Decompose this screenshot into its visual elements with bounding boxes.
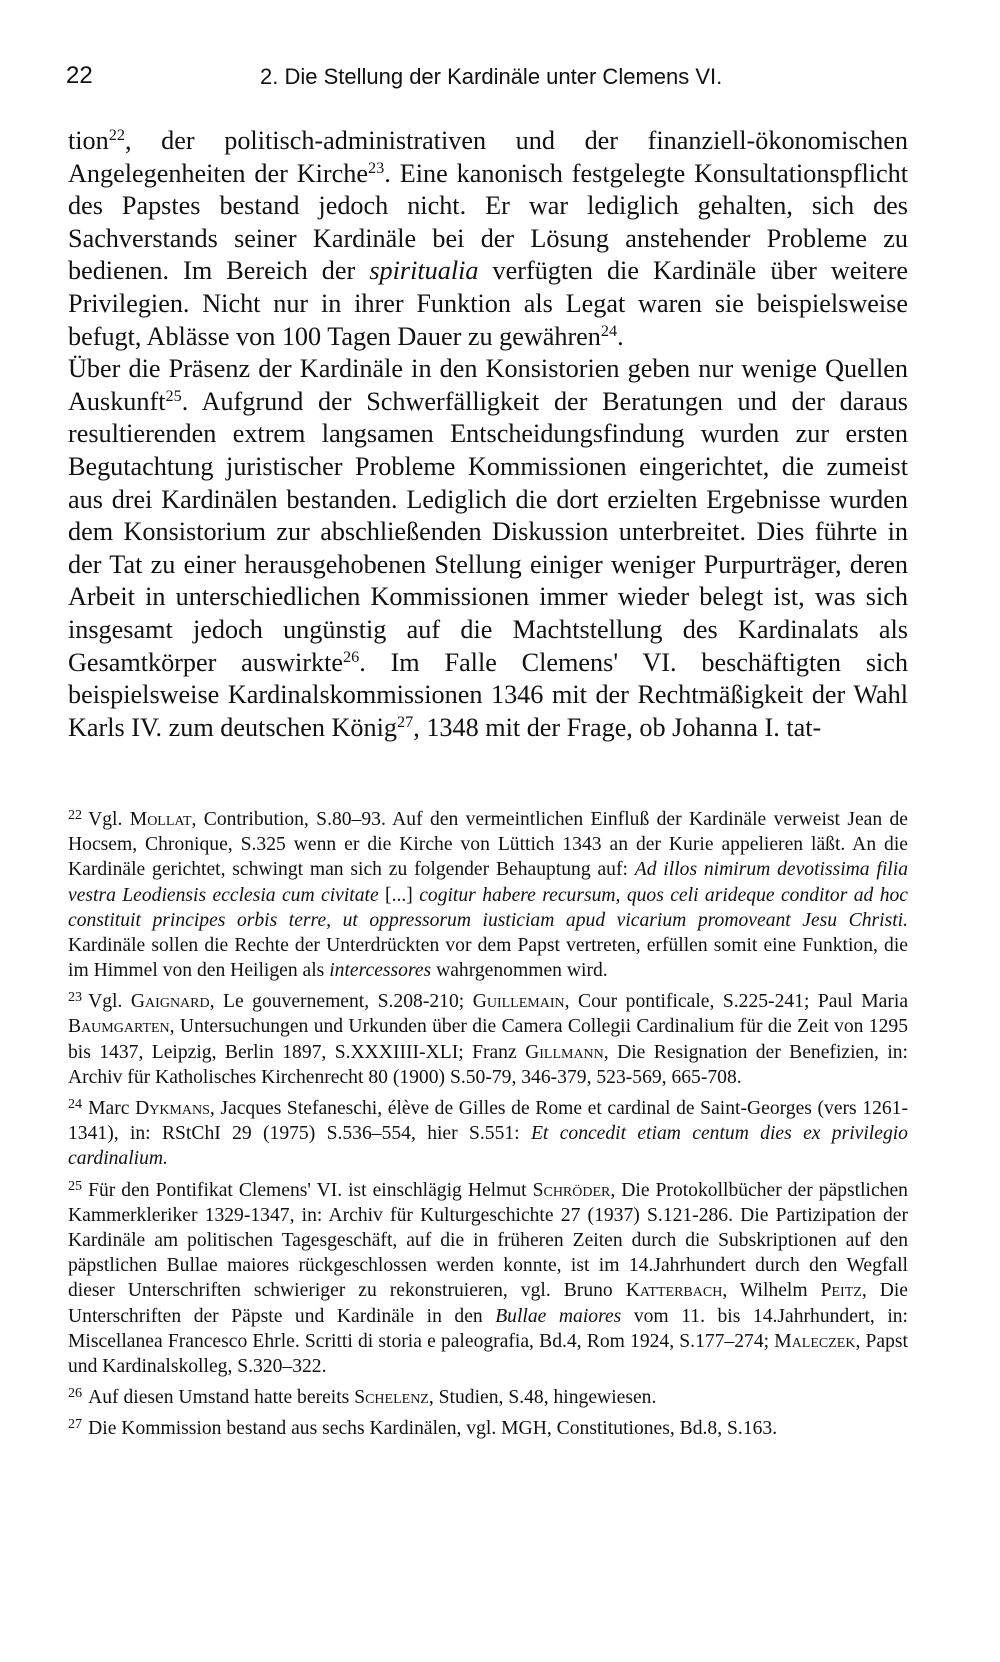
text-run: Auf diesen Umstand hatte bereits	[88, 1387, 355, 1409]
author-name: Peitz	[820, 1280, 862, 1302]
text-run: .	[617, 321, 624, 351]
footnote-ref: 23	[368, 158, 385, 177]
footnote-number: 27	[68, 1416, 83, 1433]
text-run: , Die Protokollbücher der päpstlichen Kammerkleriker 1329-1347, in: Archiv für Kulturgeschichte 27 (1937) S.121-286. Die Partizipation der Kardinäle am politischen Tagesgeschäft, auf die in früheren Zeiten durch die Subskriptionen auf den päpstlichen Bullae maiores rückgeschlossen werden konnte, ist im 14.Jahrhundert durch den Wegfall dieser Unterschriften schwieriger zu rekonstruieren, vgl. Bruno	[68, 1179, 908, 1302]
author-name: Mollat	[129, 808, 192, 830]
text-run: verfügten die Kardinäle über weitere Privilegien. Nicht nur in ihrer Funktion als Legat waren sie beispielsweise befugt, Ablässe von 100 Tagen Dauer zu gewähren	[68, 256, 908, 351]
page-header	[66, 62, 906, 98]
footnote-number: 23	[68, 989, 83, 1006]
text-run: , Jacques Stefaneschi, élève de Gilles de Rome et cardinal de Saint-Georges (vers 1261-1341), in: RStChI 29 (1975) S.536–554, hier S.551:	[68, 1098, 908, 1145]
page-number: 22	[66, 62, 93, 89]
paragraph-2	[68, 353, 908, 744]
italic-term: spiritualia	[369, 256, 479, 286]
text-run: tion	[68, 126, 109, 155]
author-name: Maleczek	[774, 1330, 856, 1352]
footnote-23	[68, 985, 908, 1090]
text-run: . Eine kanonisch festgelegte Konsultationspflicht des Papstes bestand jedoch nicht. Er war lediglich gehalten, sich des Sachverstands seiner Kardinäle bei der Lösung anstehender Probleme zu bedienen. Im Bereich der	[68, 158, 908, 286]
text-run: , Die Unterschriften der Päpste und Kardinäle in den	[68, 1280, 908, 1327]
footnote-22	[68, 803, 908, 983]
text-run: , Untersuchungen und Urkunden über die Camera Collegii Cardinalium für die Zeit von 1295 bis 1437, Leipzig, Berlin 1897, S.XXXIIII-XLI; Franz	[68, 1016, 908, 1063]
italic-term: Bullae maiores	[495, 1305, 622, 1327]
latin-quote: Ad illos nimirum devotissima filia vestra Leodiensis ecclesia cum civitate	[68, 859, 908, 906]
footnote-ref: 22	[108, 126, 125, 145]
footnote-ref: 25	[165, 386, 182, 405]
text-run: Vgl.	[88, 991, 131, 1013]
paragraph-1	[68, 125, 908, 353]
author-name: Dykmans	[135, 1098, 210, 1119]
text-run: , 1348 mit der Frage, ob Johanna I. tat-	[413, 712, 822, 742]
author-name: Guillemain	[472, 991, 565, 1013]
footnote-ref: 26	[342, 647, 360, 666]
author-name: Schelenz	[354, 1387, 429, 1409]
main-text	[68, 125, 908, 744]
footnote-number: 24	[68, 1096, 83, 1113]
latin-quote: Et concedit etiam centum dies ex privilegio cardinalium.	[68, 1123, 908, 1170]
text-run: , Contribution, S.80–93. Auf den vermeintlichen Einfluß der Kardinäle verweist Jean de Hocsem, Chronique, S.325 wenn er die Kirche von Lüttich 1343 an der Kurie appelieren läßt. An die Kardinäle gerichtet, schwingt man sich zu folgender Behauptung auf:	[68, 808, 908, 881]
text-run: Für den Pontifikat Clemens' VI. ist einschlägig Helmut	[88, 1179, 533, 1201]
text-run: wahrgenommen wird.	[431, 960, 608, 982]
footnote-number: 22	[68, 807, 83, 823]
text-run: Vgl.	[88, 808, 130, 830]
footnote-27	[68, 1412, 908, 1441]
text-run: , der politisch-administrativen und der finanziell-ökonomischen Angelegenheiten der Kirche	[68, 126, 908, 188]
text-run: Die Kommission bestand aus sechs Kardinälen, vgl. MGH, Constitutiones, Bd.8, S.163.	[88, 1418, 778, 1440]
author-name: Baumgarten	[68, 1016, 170, 1038]
text-run: vom 11. bis 14.Jahrhundert, in: Miscellanea Francesco Ehrle. Scritti di storia e paleografia, Bd.4, Rom 1924, S.177–274;	[68, 1305, 909, 1352]
text-run: Marc	[88, 1098, 136, 1119]
footnote-number: 25	[68, 1177, 83, 1194]
footnote-number: 26	[68, 1385, 83, 1402]
footnote-25	[68, 1174, 908, 1380]
footnote-26	[68, 1381, 908, 1410]
footnotes	[68, 803, 908, 1443]
author-name: Schröder	[532, 1179, 611, 1201]
footnote-24	[68, 1092, 908, 1172]
latin-quote: cogitur habere recursum, quos celi arideque conditor ad hoc constituit principes orbis terre, ut oppressorum iusticiam apud vicarium promoveant Jesu Christi.	[68, 884, 909, 931]
footnote-ref: 24	[600, 321, 618, 340]
text-run: , Studien, S.48, hingewiesen.	[428, 1387, 657, 1409]
author-name: Gaignard	[130, 991, 210, 1013]
text-run: Kardinäle sollen die Rechte der Unterdrückten vor dem Papst vertreten, erfüllen somit eine Funktion, die im Himmel von den Heiligen als	[68, 934, 908, 982]
text-run: , Cour pontificale, S.225-241; Paul Maria	[564, 991, 909, 1013]
text-run: , Papst und Kardinalskolleg, S.320–322.	[68, 1330, 908, 1377]
author-name: Katterbach	[625, 1280, 723, 1302]
text-run: , Wilhelm	[722, 1280, 821, 1302]
text-run: , Le gouvernement, S.208-210;	[209, 991, 473, 1013]
author-name: Gillmann	[525, 1041, 604, 1063]
text-run: . Im Falle Clemens' VI. beschäftigten sich beispielsweise Kardinalskommissionen 1346 mit der Rechtmäßigkeit der Wahl Karls IV. zum deutschen König	[68, 647, 909, 742]
text-run: , Die Resignation der Benefizien, in: Archiv für Katholisches Kirchenrecht 80 (1900) S.50-79, 346-379, 523-569, 665-708.	[68, 1041, 908, 1088]
text-run: [...]	[378, 884, 420, 906]
italic-term: intercessores	[329, 960, 432, 982]
text-run: Über die Präsenz der Kardinäle in den Konsistorien geben nur wenige Quellen Auskunft	[68, 354, 908, 416]
footnote-ref: 27	[396, 712, 414, 731]
running-title: 2. Die Stellung der Kardinäle unter Clemens VI.	[260, 64, 723, 89]
text-run: . Aufgrund der Schwerfälligkeit der Beratungen und der daraus resultierenden extrem langsamen Entscheidungsfindung wurden zur ersten Begutachtung juristischer Probleme Kommissionen eingerichtet, die zumeist aus drei Kardinälen bestanden. Lediglich die dort erzielten Ergebnisse wurden dem Konsistorium zur abschließenden Diskussion unterbreitet. Dies führte in der Tat zu einer herausgehobenen Stellung einiger weniger Purpurträger, deren Arbeit in unterschiedlichen Kommissionen immer wieder belegt ist, was sich insgesamt jedoch ungünstig auf die Machtstellung des Kardinalats als Gesamtkörper auswirkte	[68, 386, 908, 677]
